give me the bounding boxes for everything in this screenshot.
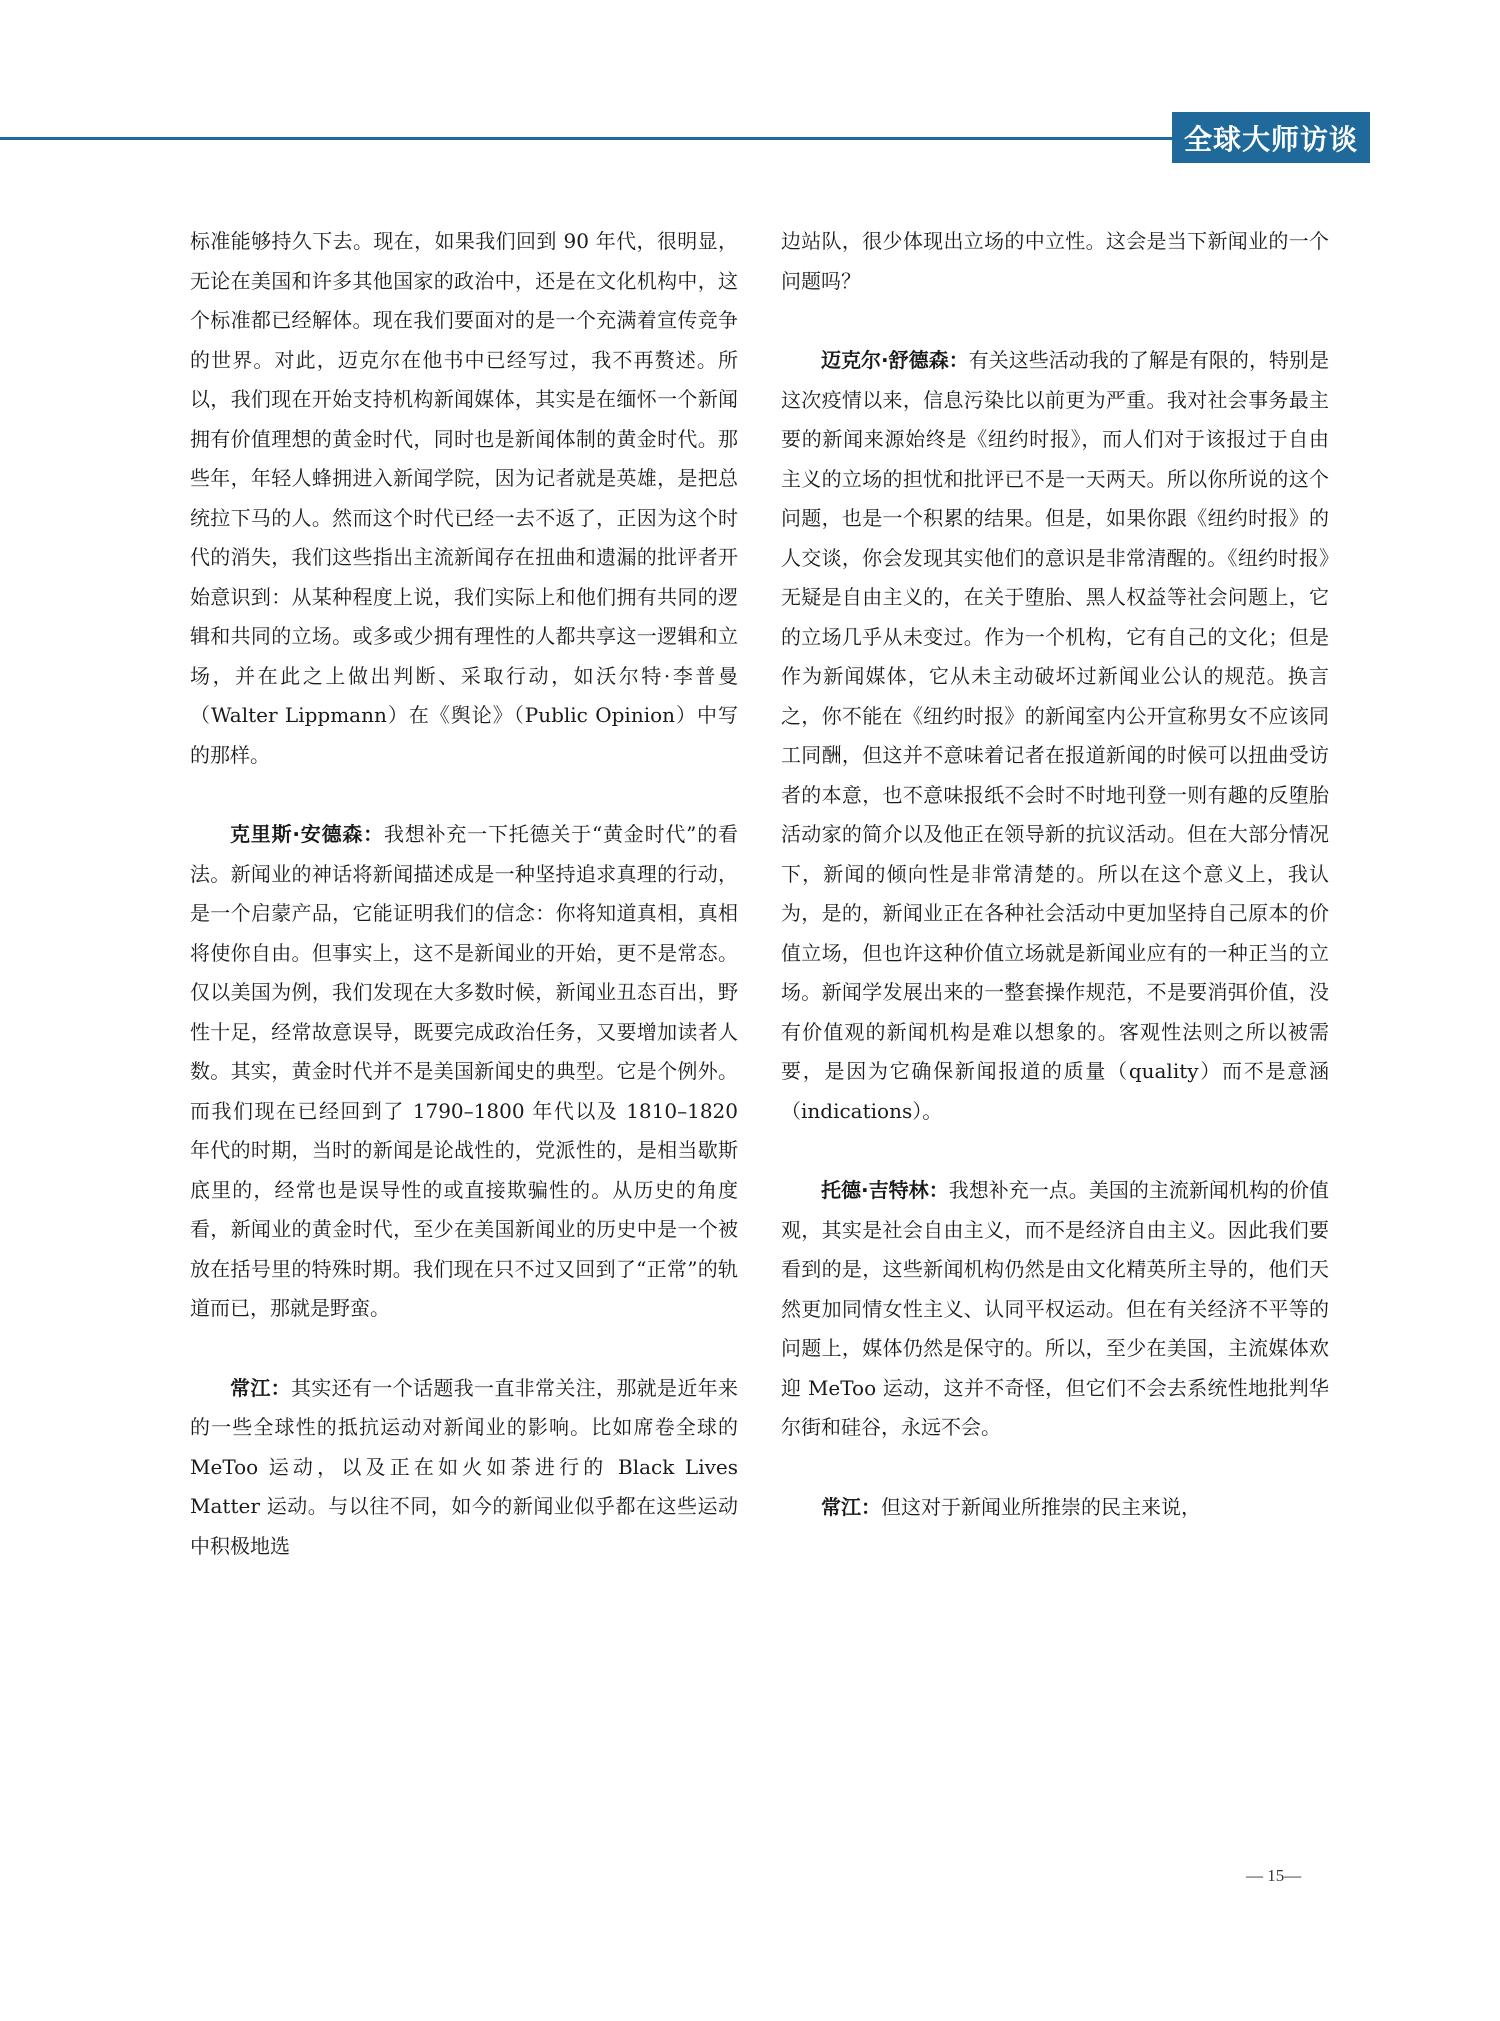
speaker-name: 克里斯·安德森：: [230, 822, 384, 846]
right-column: [781, 222, 1329, 1567]
paragraph: [781, 1171, 1329, 1448]
header-rule: [0, 137, 1172, 140]
speaker-name: 常江：: [230, 1375, 291, 1400]
speaker-name: 迈克尔·舒德森：: [821, 348, 969, 372]
paragraph-text: 有关这些活动我的了解是有限的，特别是这次疫情以来，信息污染比以前更为严重。我对社会事务最主要的新闻来源始终是《纽约时报》，而人们对于该报过于自由主义的立场的担忧和批评已不是一天两天。所以你所说的这个问题，也是一个积累的结果。但是，如果你跟《纽约时报》的人交谈，你会发现其实他们的意识是非常清醒的。《纽约时报》无疑是自由主义的，在关于堕胎、黑人权益等社会问题上，它的立场几乎从未变过。作为一个机构，它有自己的文化；但是作为新闻媒体，它从未主动破坏过新闻业公认的规范。换言之，你不能在《纽约时报》的新闻室内公开宣称男女不应该同工同酬，但这并不意味着记者在报道新闻的时候可以扭曲受访者的本意，也不意味报纸不会时不时地刊登一则有趣的反堕胎活动家的简介以及他正在领导新的抗议活动。但在大部分情况下，新闻的倾向性是非常清楚的。所以在这个意义上，我认为，是的，新闻业正在各种社会活动中更加坚持自己原本的价值立场，但也许这种价值立场就是新闻业应有的一种正当的立场。新闻学发展出来的一整套操作规范，不是要消弭价值，没有价值观的新闻机构是难以想象的。客观性法则之所以被需要，是因为它确保新闻报道的质量（quality）而不是意涵（indications）。: [781, 348, 1329, 1123]
section-label: 全球大师访谈: [1172, 112, 1370, 163]
speaker-name: 常江：: [821, 1494, 881, 1519]
paragraph-text: 我想补充一下托德关于“黄金时代”的看法。新闻业的神话将新闻描述成是一种坚持追求真理的行动，是一个启蒙产品，它能证明我们的信念：你将知道真相，真相将使你自由。但事实上，这不是新闻业的开始，更不是常态。仅以美国为例，我们发现在大多数时候，新闻业丑态百出，野性十足，经常故意误导，既要完成政治任务，又要增加读者人数。其实，黄金时代并不是美国新闻史的典型。它是个例外。而我们现在已经回到了 1790–1800 年代以及 1810–1820 年代的时期，当时的新闻是论战性的，党派性的，是相当歇斯底里的，经常也是误导性的或直接欺骗性的。从历史的角度看，新闻业的黄金时代，至少在美国新闻业的历史中是一个被放在括号里的特殊时期。我们现在只不过又回到了“正常”的轨道而已，那就是野蛮。: [190, 822, 738, 1320]
paragraph: 标准能够持久下去。现在，如果我们回到 90 年代，很明显，无论在美国和许多其他国家的政治中，还是在文化机构中，这个标准都已经解体。现在我们要面对的是一个充满着宣传竞争的世界。对此，迈克尔在他书中已经写过，我不再赘述。所以，我们现在开始支持机构新闻媒体，其实是在缅怀一个新闻拥有价值理想的黄金时代，同时也是新闻体制的黄金时代。那些年，年轻人蜂拥进入新闻学院，因为记者就是英雄，是把总统拉下马的人。然而这个时代已经一去不返了，正因为这个时代的消失，我们这些指出主流新闻存在扭曲和遗漏的批评者开始意识到：从某种程度上说，我们实际上和他们拥有共同的逻辑和共同的立场。或多或少拥有理性的人都共享这一逻辑和立场，并在此之上做出判断、采取行动，如沃尔特·李普曼（Walter Lippmann）在《舆论》（Public Opinion）中写的那样。: [190, 229, 738, 767]
paragraph: [781, 1488, 1329, 1528]
paragraph-text: 其实还有一个话题我一直非常关注，那就是近年来的一些全球性的抵抗运动对新闻业的影响。比如席卷全球的 MeToo 运动，以及正在如火如荼进行的 Black Lives Matter 运动。与以往不同，如今的新闻业似乎都在这些运动中积极地选: [190, 1375, 738, 1558]
left-column: [190, 222, 738, 1606]
page-number: — 15—: [1246, 1866, 1302, 1885]
paragraph-text: 但这对于新闻业所推崇的民主来说，: [881, 1494, 1201, 1519]
paragraph: [190, 1369, 738, 1567]
paragraph: [781, 341, 1329, 1131]
paragraph-text: 我想补充一点。美国的主流新闻机构的价值观，其实是社会自由主义，而不是经济自由主义。因此我们要看到的是，这些新闻机构仍然是由文化精英所主导的，他们天然更加同情女性主义、认同平权运动。但在有关经济不平等的问题上，媒体仍然是保守的。所以，至少在美国，主流媒体欢迎 MeToo 运动，这并不奇怪，但它们不会去系统性地批判华尔街和硅谷，永远不会。: [781, 1178, 1329, 1439]
speaker-name: 托德·吉特林：: [821, 1178, 949, 1202]
paragraph: [190, 815, 738, 1329]
paragraph: 边站队，很少体现出立场的中立性。这会是当下新闻业的一个问题吗？: [781, 229, 1329, 293]
